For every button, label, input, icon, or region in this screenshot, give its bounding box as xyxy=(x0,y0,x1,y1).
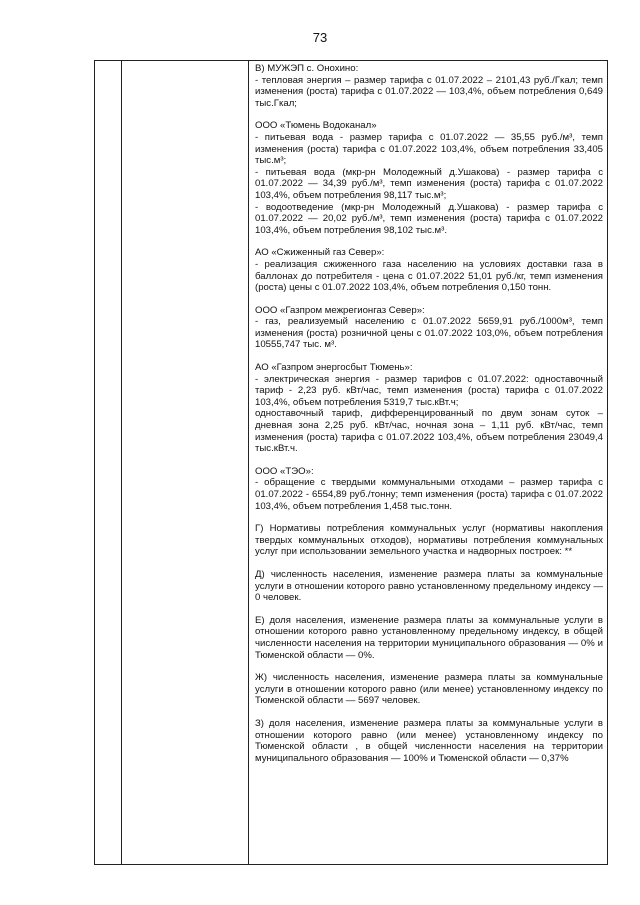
block-vodokanal xyxy=(255,120,603,236)
block-line: Д) численность населения, изменение размера платы за коммунальные услуги в отношении которого равно установленному предельному индексу — 0 человек. xyxy=(255,568,603,604)
block-title: В) МУЖЭП с. Онохино: xyxy=(255,63,359,74)
block-line: Ж) численность населения, изменение размера платы за коммунальные услуги в отношении которого равно (или менее) установленному индексу по Тюменской области — 5697 человек. xyxy=(255,672,603,707)
block-line: - реализация сжиженного газа населению на условиях доставки газа в баллонах до потребителя - цена с 01.07.2022 51,01 руб./кг, темп изменения (роста) цены с 01.07.2022 103,4%, объем потребления 0,150 тонн. xyxy=(255,258,603,294)
block-line: - тепловая энергия – размер тарифа с 01.07.2022 – 2101,43 руб./Гкал; темп изменения (роста) тарифа с 01.07.2022 — 103,4%, объем потребления 0,649 тыс.Гкал; xyxy=(255,74,603,109)
block-title: ООО «Тюмень Водоканал» xyxy=(255,120,377,132)
block-title: ООО «Газпром межрегионгаз Север»: xyxy=(255,304,425,316)
block-item-e xyxy=(255,615,603,661)
block-lpg xyxy=(255,247,603,293)
block-line: - газ, реализуемый населению с 01.07.2022 5659,91 руб./1000м³, темп изменения (роста) розничной цены с 01.07.2022 103,0%, объем потребления 10555,747 тыс. м³. xyxy=(255,316,603,351)
block-line: Г) Нормативы потребления коммунальных услуг (нормативы накопления твердых коммунальных отходов), нормативы потребления коммунальных услуг при использовании земельного участка и надворных построек: ** xyxy=(255,523,603,558)
content-table xyxy=(94,60,608,865)
block-item-z xyxy=(255,718,603,764)
block-gazprom-mezhregiongaz xyxy=(255,305,603,351)
block-line: - водоотведение (мкр-рн Молодежный д.Ушакова) - размер тарифа с 01.07.2022 — 20,02 руб./м³, темп изменения (роста) тарифа с 01.07.2022 103,4%, объем потребления 98,102 тыс.м³. xyxy=(255,201,603,236)
block-line: З) доля населения, изменение размера платы за коммунальные услуги в отношении которого равно (или менее) установленному индексу по Тюменской области , в общей численности населения на территории муниципального образования — 100% и Тюменской области — 0,37% xyxy=(255,717,603,764)
block-line: - электрическая энергия - размер тарифов с 01.07.2022: одноставочный тариф - 2,23 руб. кВт/час, темп изменения (роста) тарифа с 01.07.2022 103,4%, объем потребления 5319,7 тыс.кВт.ч; xyxy=(255,373,603,408)
block-title: АО «Сжиженный газ Север»: xyxy=(255,247,385,259)
block-item-g xyxy=(255,523,603,558)
block-teo xyxy=(255,466,603,512)
page-number: 73 xyxy=(312,30,328,45)
block-muzhep xyxy=(255,63,603,109)
block-line: - питьевая вода - размер тарифа с 01.07.2022 — 35,55 руб./м³, темп изменения (роста) тарифа с 01.07.2022 103,4%, объем потребления 33,405 тыс.м³; xyxy=(255,131,603,167)
block-title: АО «Газпром энергосбыт Тюмень»: xyxy=(255,362,413,374)
block-line: - питьевая вода (мкр-рн Молодежный д.Ушакова) - размер тарифа с 01.07.2022 — 34,39 руб./м³, темп изменения (роста) тарифа с 01.07.2022 103,4%, объем потребления 98,117 тыс.м³; xyxy=(255,166,603,201)
table-column-number xyxy=(95,61,122,864)
block-line: - обращение с твердыми коммунальными отходами – размер тарифа с 01.07.2022 - 6554,89 руб./тонну; темп изменения (роста) тарифа с 01.07.2022 103,4%, объем потребления 1,458 тыс.тонн. xyxy=(255,477,603,512)
block-title: ООО «ТЭО»: xyxy=(255,465,314,477)
block-gazprom-energosbyt xyxy=(255,362,603,455)
block-item-zh xyxy=(255,672,603,707)
block-line: одноставочный тариф, дифференцированный по двум зонам суток – дневная зона 2,25 руб. кВт/час, ночная зона – 1,11 руб. кВт/час, темп изменения (роста) тарифа с 01.07.2022 103,4%, объем потребления 23049,4 тыс.кВт.ч. xyxy=(255,408,603,455)
table-column-name xyxy=(121,61,249,864)
block-line: Е) доля населения, изменение размера платы за коммунальные услуги в отношении которого равно установленному предельному индексу, в общей численности населения на территории муниципального образования — 0% и Тюменской области — 0%. xyxy=(255,614,603,661)
table-content-cell xyxy=(255,63,603,775)
block-item-d xyxy=(255,569,603,604)
